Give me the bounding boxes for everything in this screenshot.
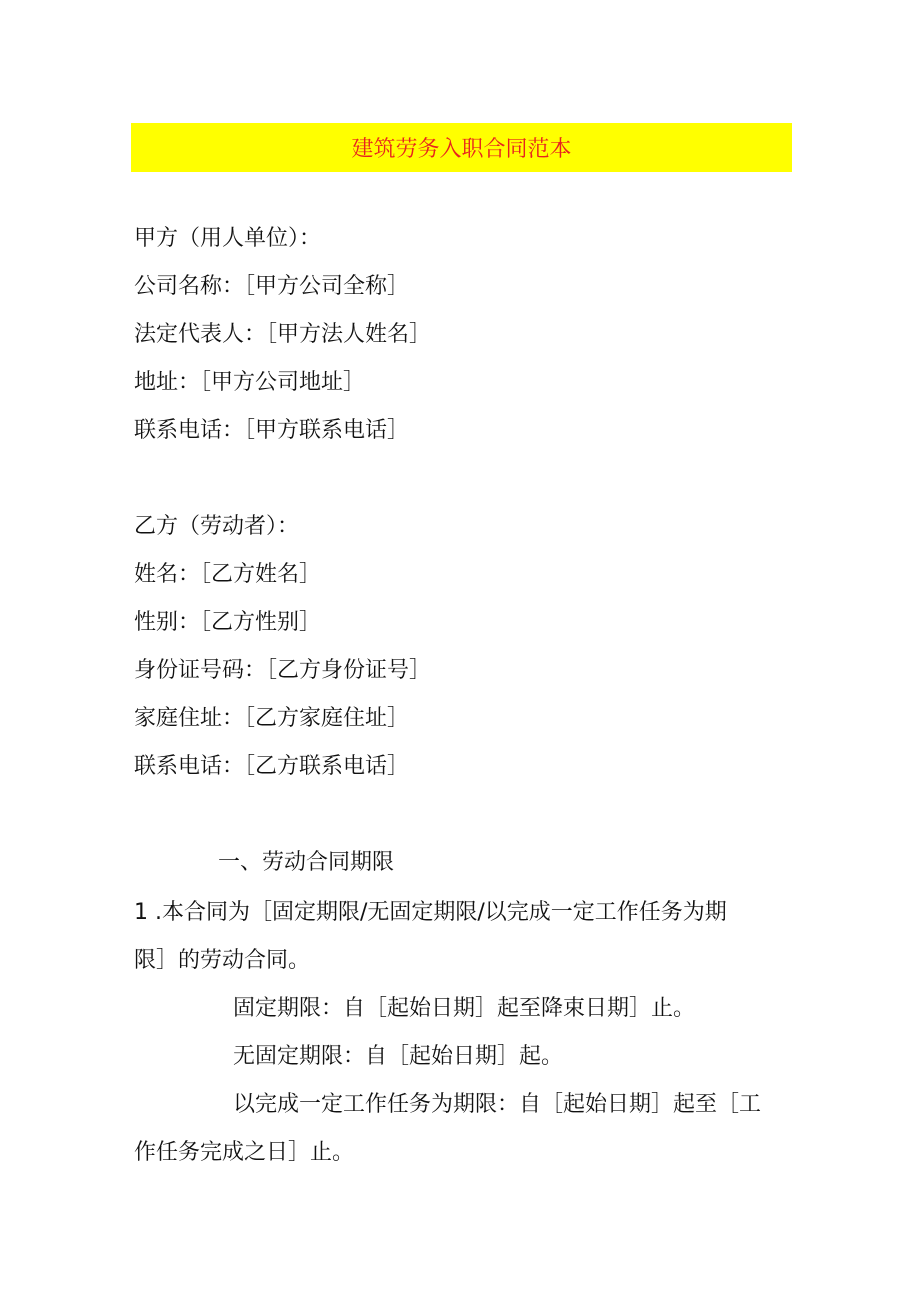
party-b-name: 姓名：［乙方姓名］ — [134, 562, 322, 587]
party-a-address: 地址：［甲方公司地址］ — [134, 370, 366, 395]
party-b-phone: 联系电话：［乙方联系电话］ — [134, 754, 410, 779]
party-a-legal-rep: 法定代表人：［甲方法人姓名］ — [134, 322, 432, 347]
party-b-gender: 性别：［乙方性别］ — [134, 610, 322, 635]
party-b-id-number: 身份证号码：［乙方身份证号］ — [134, 658, 432, 683]
party-a-heading: 甲方（用人单位）： — [134, 226, 322, 251]
clause1-line2: 限］的劳动合同。 — [134, 948, 311, 973]
party-a-phone: 联系电话：［甲方联系电话］ — [134, 418, 410, 443]
clause-open-ended: 无固定期限：自［起始日期］起。 — [233, 1044, 564, 1069]
section1-heading: 一、劳动合同期限 — [218, 850, 395, 875]
party-a-company-name: 公司名称：［甲方公司全称］ — [134, 274, 410, 299]
party-b-home-address: 家庭住址：［乙方家庭住址］ — [134, 706, 410, 731]
clause-task-line2: 作任务完成之日］止。 — [134, 1140, 355, 1165]
clause-fixed-term: 固定期限：自［起始日期］起至降束日期］止。 — [233, 996, 696, 1021]
party-b-heading: 乙方（劳动者）： — [134, 514, 300, 539]
clause-task-line1: 以完成一定工作任务为期限：自［起始日期］起至［工 — [233, 1092, 762, 1117]
title-banner — [131, 123, 792, 172]
clause1-line1: 1 .本合同为［固定期限/无固定期限/以完成一定工作任务为期 — [134, 900, 727, 925]
document-title: 建筑劳务入职合同范本 — [351, 137, 572, 162]
